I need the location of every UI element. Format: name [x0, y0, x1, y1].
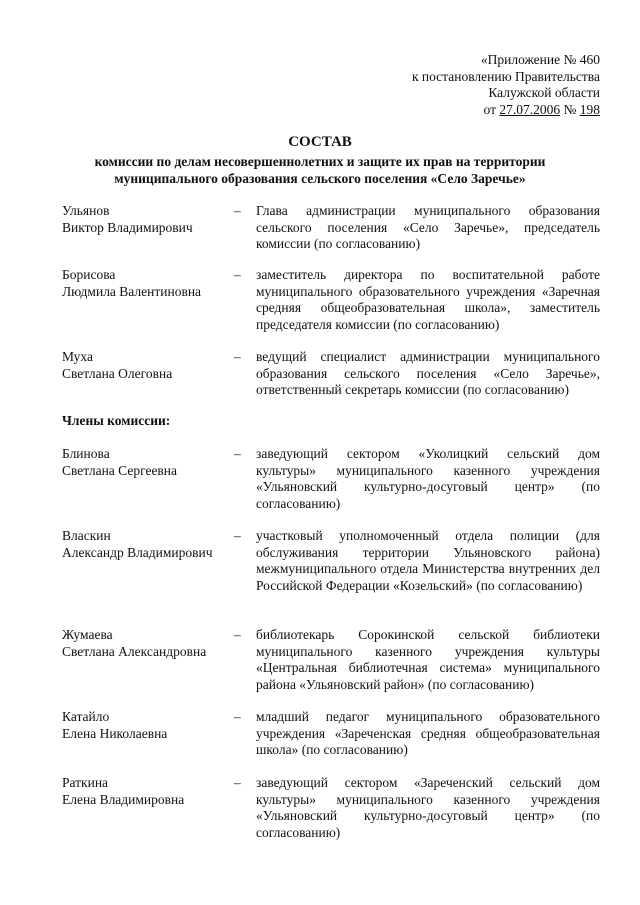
dash-separator: –	[234, 446, 241, 461]
person-name	[62, 349, 232, 382]
person-given-names: Елена Николаевна	[62, 725, 168, 741]
person-given-names: Людмила Валентиновна	[62, 283, 202, 299]
person-given-names: Светлана Сергеевна	[62, 462, 178, 478]
person-surname: Жумаева	[62, 627, 113, 642]
dash-separator: –	[234, 203, 241, 218]
appendix-date-line	[412, 102, 600, 119]
person-name	[62, 446, 232, 479]
person-surname: Муха	[62, 349, 93, 364]
person-role: заведующий сектором «Зареченский сельский дом культуры» муниципального казенного учреждения «Ульяновский культурно-досуговый центр» (по согласованию)	[256, 775, 600, 840]
person-surname: Раткина	[62, 775, 109, 790]
resolution-date: 27.07.2006	[499, 101, 561, 117]
date-prefix: от	[483, 101, 500, 117]
appendix-line-3: Калужской области	[488, 85, 600, 100]
members-heading: Члены комиссии:	[62, 413, 171, 428]
person-surname: Блинова	[62, 446, 110, 461]
person-name	[62, 203, 232, 236]
dash-separator: –	[234, 775, 241, 790]
person-given-names: Виктор Владимирович	[62, 219, 193, 235]
person-name	[62, 775, 232, 808]
person-role: заведующий сектором «Уколицкий сельский дом культуры» муниципального казенного учреждения «Ульяновский культурно-досуговый центр» (по согласованию)	[256, 446, 600, 511]
person-surname: Борисова	[62, 267, 116, 282]
person-role: Глава администрации муниципального образования сельского поселения «Село Заречье», председатель комиссии (по согласованию)	[256, 203, 600, 251]
dash-separator: –	[234, 627, 241, 642]
dash-separator: –	[234, 267, 241, 282]
person-name	[62, 627, 232, 660]
person-given-names: Светлана Александровна	[62, 643, 207, 659]
person-role: заместитель директора по воспитательной работе муниципального образовательного учреждения «Заречная средняя общеобразовательная школа», заместитель председателя комиссии (по согласованию)	[256, 267, 600, 332]
person-role: ведущий специалист администрации муниципального образования сельского поселения «Село Заречье», ответственный секретарь комиссии (по согласованию)	[256, 349, 600, 397]
number-prefix: №	[560, 101, 580, 117]
dash-separator: –	[234, 528, 241, 543]
document-title: СОСТАВ	[288, 134, 352, 150]
resolution-number: 198	[579, 101, 600, 117]
appendix-line-2: к постановлению Правительства	[411, 68, 600, 84]
person-surname: Катайло	[62, 709, 110, 724]
dash-separator: –	[234, 349, 241, 364]
appendix-header	[412, 52, 600, 118]
appendix-line-1: «Приложение № 460	[480, 52, 600, 67]
dash-separator: –	[234, 709, 241, 724]
person-role: библиотекарь Сорокинской сельской библиотеки муниципального казенного учреждения культуры «Центральная библиотечная система» муниципального района «Ульяновский район» (по согласованию)	[256, 627, 600, 692]
person-surname: Власкин	[62, 528, 111, 543]
person-surname: Ульянов	[62, 203, 110, 218]
person-role: младший педагог муниципального образовательного учреждения «Зареченская средняя общеобразовательная школа» (по согласованию)	[256, 709, 600, 757]
person-given-names: Александр Владимирович	[62, 544, 213, 560]
person-name	[62, 709, 232, 742]
person-given-names: Елена Владимировна	[62, 791, 185, 807]
document-subtitle: комиссии по делам несовершеннолетних и защите их прав на территории муниципального образования сельского поселения «Село Заречье»	[94, 154, 546, 186]
person-name	[62, 267, 232, 300]
person-role: участковый уполномоченный отдела полиции (для обслуживания территории Ульяновского района) межмуниципального отдела Министерства внутренних дел Российской Федерации «Козельский» (по согласованию)	[256, 528, 600, 593]
person-name	[62, 528, 232, 561]
person-given-names: Светлана Олеговна	[62, 365, 173, 381]
